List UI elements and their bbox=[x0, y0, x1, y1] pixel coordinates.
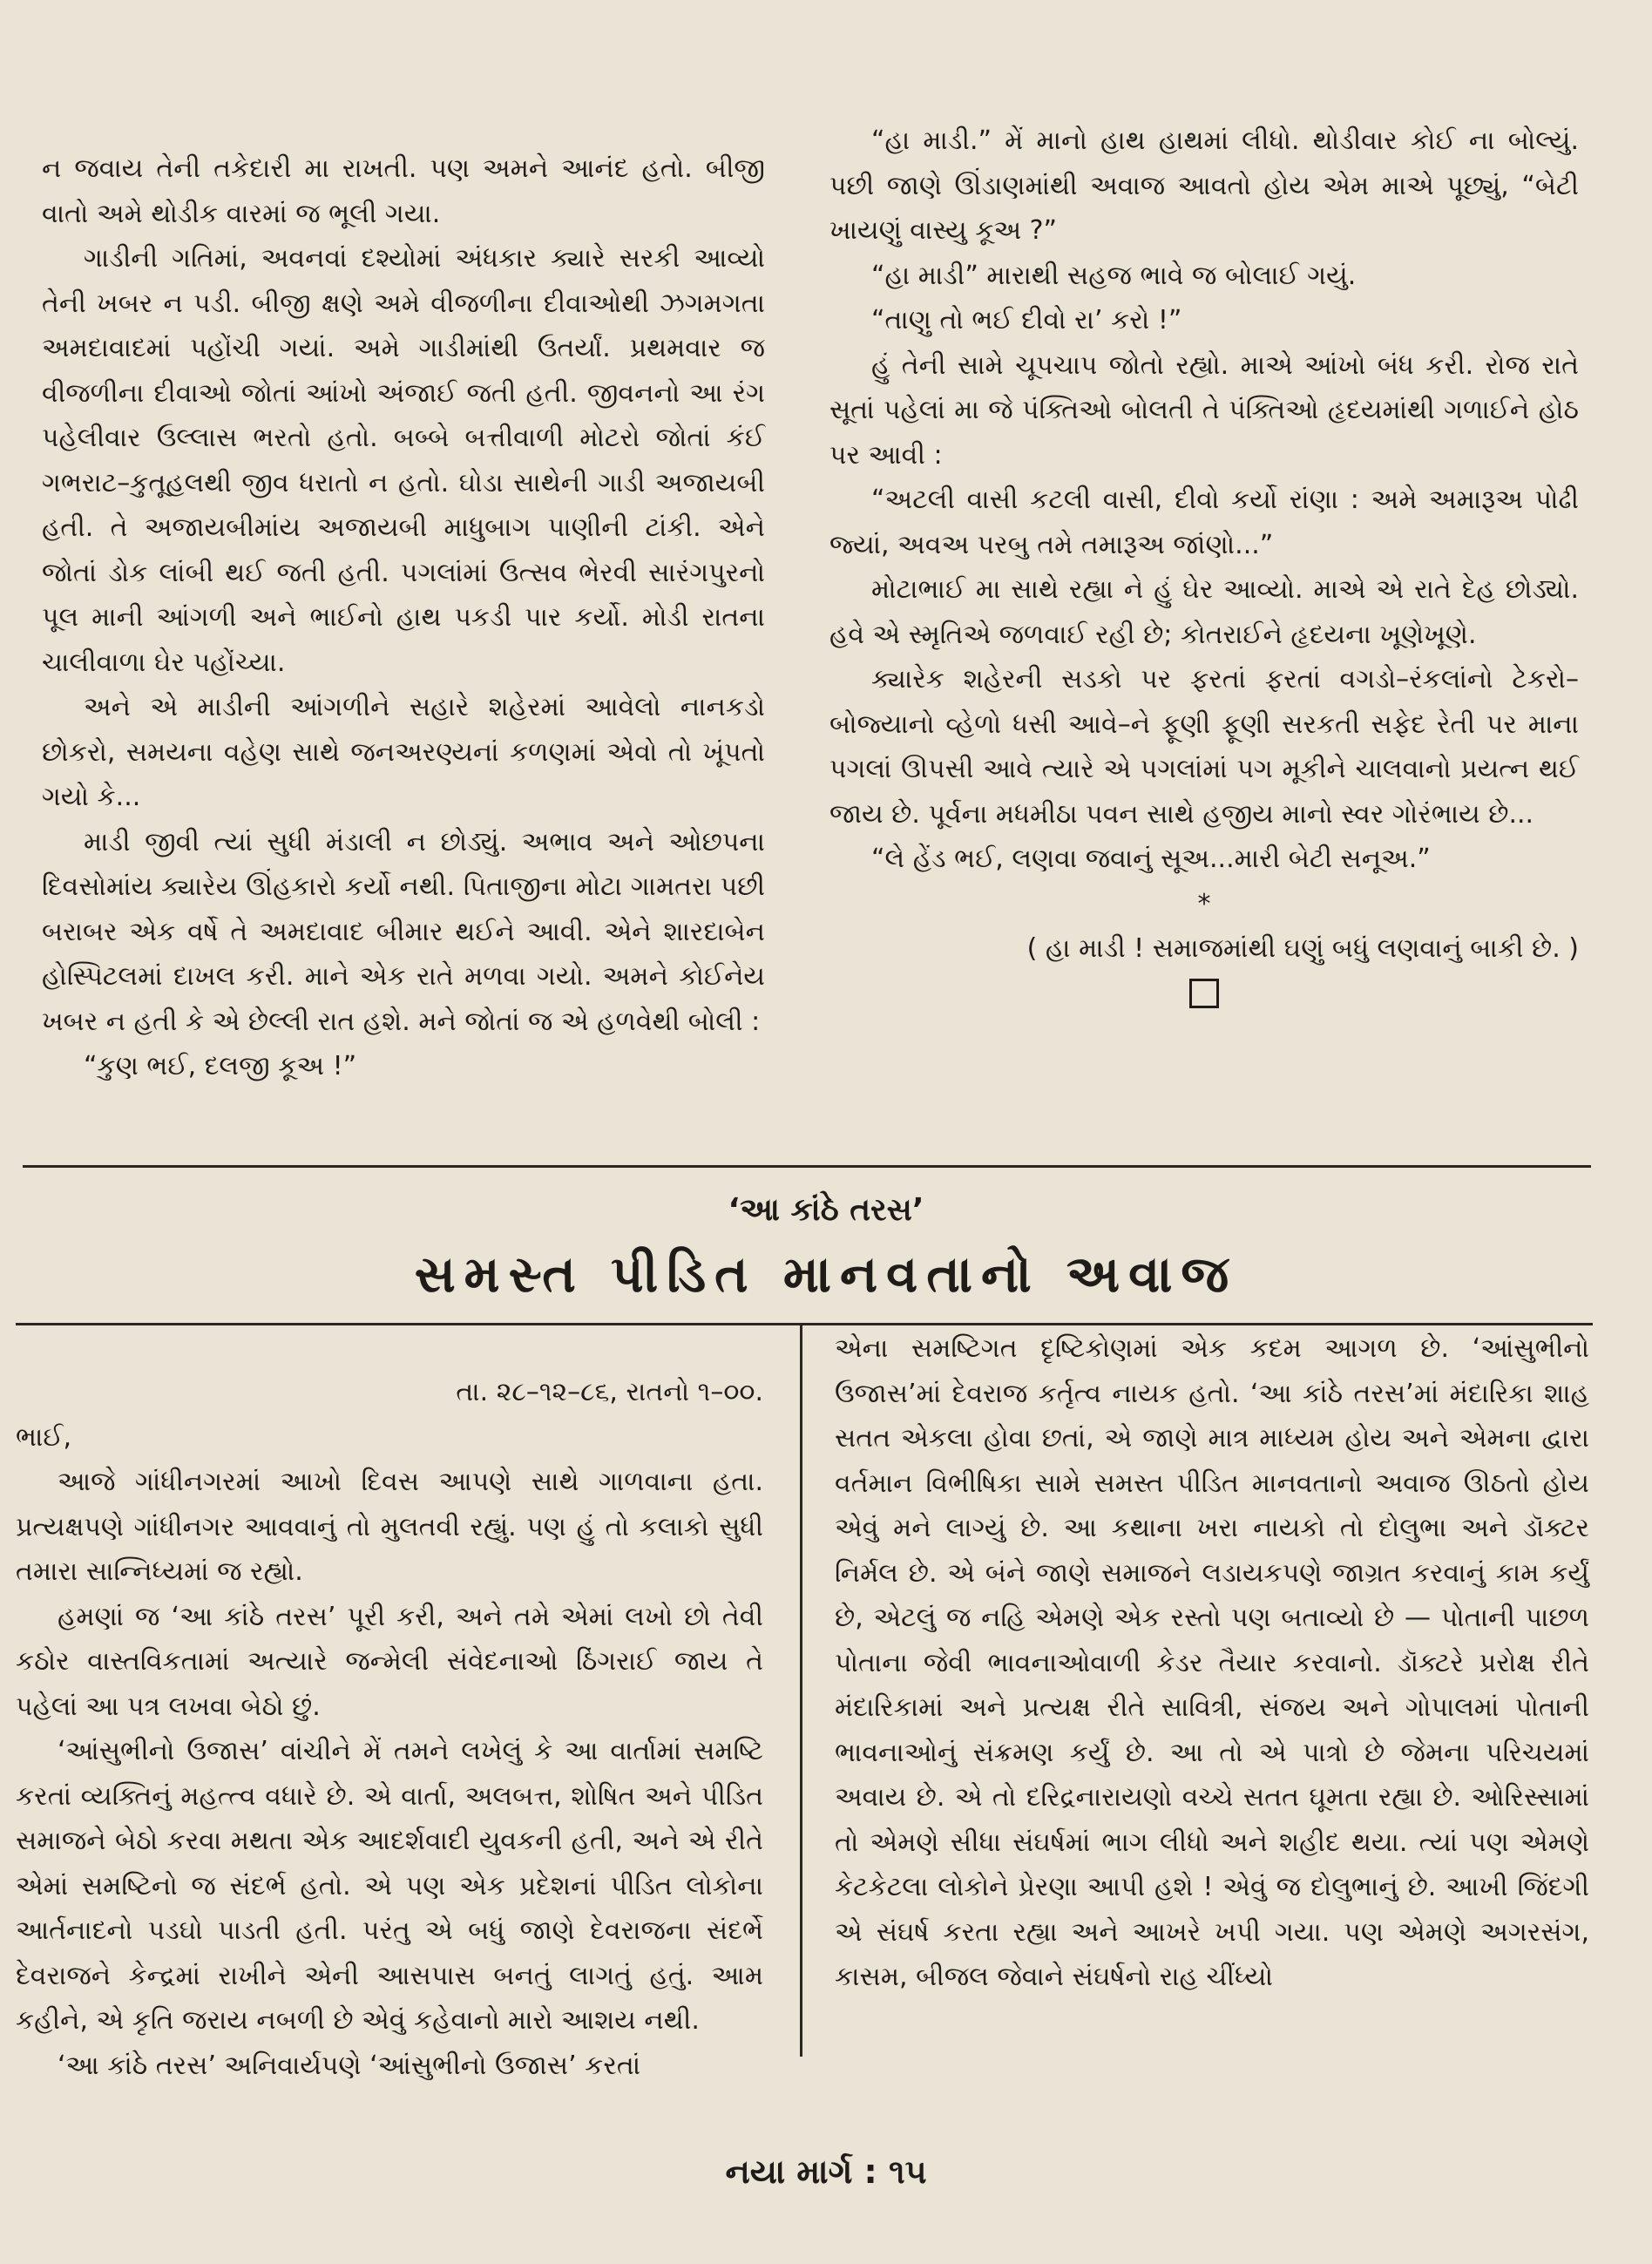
section-asterisk: * bbox=[1197, 888, 1211, 919]
paragraph: ‘આંસુભીનો ઉજાસ’ વાંચીને મેં તમને લખેલું કે આ વાર્તામાં સમષ્ટિ કરતાં વ્યક્તિનું મહત્ત્વ વધારે છે. એ વાર્તા, અલબત્ત, શોષિત અને પીડિત સમાજને બેઠો કરવા મથતા એક આદર્શવાદી યુવકની હતી, અને એ રીતે એમાં સમષ્ટિનો જ સંદર્ભ હતો. એ પણ એક પ્રદેશનાં પીડિત લોકોના આર્તનાદનો પડઘો પાડતી હતી. પરંતુ એ બધું જાણે દેવરાજના સંદર્ભે દેવરાજને કેન્દ્રમાં રાખીને એની આસપાસ બનતું લાગતું હતું. આમ કહીને, એ કૃતિ જરાય નબળી છે એવું કહેવાનો મારો આશય નથી. bbox=[16, 1736, 763, 2036]
paragraph: ગાડીની ગતિમાં, અવનવાં દશ્યોમાં અંધકાર ક્યારે સરકી આવ્યો તેની ખબર ન પડી. બીજી ક્ષણે અમે વીજળીના દીવાઓથી ઝગમગતા અમદાવાદમાં પહોંચી ગયાં. અમે ગાડીમાંથી ઉતર્યાં. પ્રથમવાર જ વીજળીના દીવાઓ જોતાં આંખો અંજાઈ જતી હતી. જીવનનો આ રંગ પહેલીવાર ઉલ્લાસ ભરતો હતો. બબ્બે બત્તીવાળી મોટરો જોતાં કંઈ ગભરાટ–કુતૂહલથી જીવ ધરાતો ન હતો. ઘોડા સાથેની ગાડી અજાયબી હતી. તે અજાયબીમાંય અજાયબી માધુબાગ પાણીની ટાંકી. એને જોતાં ડોક લાંબી થઈ જતી હતી. પગલાંમાં ઉત્સવ ભેરવી સારંગપુરનો પૂલ માની આંગળી અને ભાઈનો હાથ પકડી પાર કર્યો. મોડી રાતના ચાલીવાળા ઘેર પહોંચ્યા. bbox=[42, 243, 765, 678]
quote-line: “હા માડી” મારાથી સહજ ભાવે જ બોલાઈ ગયું. bbox=[871, 260, 1357, 291]
article-kicker: ‘આ કાંઠે તરસ’ bbox=[728, 1192, 924, 1228]
quote-line: “કુણ ભઈ, દલજી કૂઅ !” bbox=[84, 1051, 357, 1081]
paragraph: “હા માડી.” મેં માનો હાથ હાથમાં લીધો. થોડીવાર કોઈ ના બોલ્યું. પછી જાણે ઊંડાણમાંથી અવાજ આવતો હોય એમ માએ પૂછ્યું, “બેટી ખાયણું વાસ્યુ કૂઅ ?” bbox=[829, 125, 1579, 246]
paragraph: હમણાં જ ‘આ કાંઠે તરસ’ પૂરી કરી, અને તમે એમાં લખો છો તેવી કઠોર વાસ્તવિકતામાં અત્યારે જન્મેલી સંવેદનાઓ ઠિંગરાઈ જાય તે પહેલાં આ પત્ર લખવા બેઠો છું. bbox=[16, 1601, 763, 1722]
paragraph: આજે ગાંધીનગરમાં આખો દિવસ આપણે સાથે ગાળવાના હતા. પ્રત્યક્ષપણે ગાંધીનગર આવવાનું તો મુલતવી રહ્યું. પણ હું તો કલાકો સુધી તમારા સાન્નિધ્યમાં જ રહ્યો. bbox=[16, 1467, 763, 1587]
paragraph: માડી જીવી ત્યાં સુધી મંડાલી ન છોડ્યું. અભાવ અને ઓછપના દિવસોમાંય ક્યારેય ઊંહકારો કર્યો નથી. પિતાજીના મોટા ગામતરા પછી બરાબર એક વર્ષે તે અમદાવાદ બીમાર થઈને આવી. એને શારદાબેન હોસ્પિટલમાં દાખલ કરી. માને એક રાતે મળવા ગયો. અમને કોઈનેય ખબર ન હતી કે એ છેલ્લી રાત હશે. મને જોતાં જ એ હળવેથી બોલી : bbox=[42, 826, 765, 1037]
letter-salutation: ભાઈ, bbox=[16, 1421, 72, 1453]
paragraph: ક્યારેક શહેરની સડકો પર ફરતાં ફરતાં વગડો–રંકલાંનો ટેકરો–બોજ્યાનો વ્હેળો ધસી આવે–ને ફૂણી ફૂણી સરકતી સફેદ રેતી પર માના પગલાં ઊપસી આવે ત્યારે એ પગલાંમાં પગ મૂકીને ચાલવાનો પ્રયત્ન થઈ જાય છે. પૂર્વના મધમીઠા પવન સાથે હજીય માનો સ્વર ગોરંભાય છે... bbox=[829, 664, 1579, 830]
paragraph: હું તેની સામે ચૂપચાપ જોતો રહ્યો. માએ આંખો બંધ કરી. રોજ રાતે સૂતાં પહેલાં મા જે પંક્તિઓ બોલતી તે પંક્તિઓ હૃદયમાંથી ગળાઈને હોઠ પર આવી : bbox=[829, 349, 1579, 471]
letter-date: તા. ૨૮–૧૨–૮૬, રાતનો ૧–૦૦. bbox=[456, 1377, 763, 1407]
bottom-left-column bbox=[16, 1370, 763, 2088]
paragraph: મોટાભાઈ મા સાથે રહ્યા ને હું ઘેર આવ્યો. માએ એ રાતે દેહ છોડ્યો. હવે એ સ્મૃતિએ જળવાઈ રહી છે; કોતરાઈને હૃદયના ખૂણેખૂણે. bbox=[829, 574, 1579, 650]
page-footer: નયા માર્ગ : ૧૫ bbox=[725, 2152, 927, 2191]
paragraph: ન જવાય તેની તકેદારી મા રાખતી. પણ અમને આનંદ હતો. બીજી વાતો અમે થોડીક વારમાં જ ભૂલી ગયા. bbox=[42, 153, 765, 229]
verse-quote: “અટલી વાસી કટલી વાસી, દીવો કર્યો રાંણા : અમે અમારૂઅ પોઢી જ્યાં, અવઅ પરબુ તમે તમારૂઅ જાંણો...” bbox=[829, 485, 1579, 560]
paragraph: અને એ માડીની આંગળીને સહારે શહેરમાં આવેલો નાનકડો છોકરો, સમયના વહેણ સાથે જનઅરણ્યનાં કળણમાં એવો તો ખૂંપતો ગયો કે... bbox=[42, 692, 765, 812]
article-title: સમસ્ત પીડિત માનવતાનો અવાજ bbox=[414, 1244, 1238, 1304]
horizontal-rule-top bbox=[23, 1165, 1591, 1168]
closing-note: ( હા માડી ! સમાજમાંથી ઘણું બધું લણવાનું બાકી છે. ) bbox=[1026, 933, 1579, 964]
column-divider bbox=[800, 1325, 802, 2057]
top-right-column bbox=[829, 119, 1579, 1008]
paragraph: એના સમષ્ટિગત દૃષ્ટિકોણમાં એક કદમ આગળ છે. ‘આંસુભીનો ઉજાસ’માં દેવરાજ કર્તૃત્વ નાયક હતો. ‘આ કાંઠે તરસ’માં મંદારિકા શાહ સતત એકલા હોવા છતાં, એ જાણે માત્ર માધ્યમ હોય અને એમના દ્વારા વર્તમાન વિભીષિકા સામે સમસ્ત પીડિત માનવતાનો અવાજ ઊઠતો હોય એવું મને લાગ્યું છે. આ કથાના ખરા નાયકો તો દોલુભા અને ડૉક્ટર નિર્મલ છે. એ બંને જાણે સમાજને લડાયકપણે જાગ્રત કરવાનું કામ કર્યું છે, એટલું જ નહિ એમણે એક રસ્તો પણ બતાવ્યો છે — પોતાની પાછળ પોતાના જેવી ભાવનાઓવાળી કેડર તૈયાર કરવાનો. ડૉક્ટરે પ્રરોક્ષ રીતે મંદારિકામાં અને પ્રત્યક્ષ રીતે સાવિત્રી, સંજય અને ગોપાલમાં પોતાની ભાવનાઓનું સંક્રમણ કર્યું છે. આ તો એ પાત્રો છે જેમના પરિચયમાં અવાય છે. એ તો દરિદ્રનારાયણો વચ્ચે સતત ઘૂમતા રહ્યા છે. ઓરિસ્સામાં તો એમણે સીધા સંઘર્ષમાં ભાગ લીધો અને શહીદ થયા. ત્યાં પણ એમણે કેટકેટલા લોકોને પ્રેરણા આપી હશે ! એવું જ દોલુભાનું છે. આખી જિંદગી એ સંઘર્ષ કરતા રહ્યા અને આખરે ખપી ગયા. પણ એમણે અગરસંગ, કાસમ, બીજલ જેવાને સંઘર્ષનો રાહ ચીંધ્યો bbox=[835, 1333, 1589, 1992]
top-left-column bbox=[42, 146, 765, 1089]
horizontal-rule-mid bbox=[16, 1323, 1593, 1325]
end-mark-square-icon bbox=[1189, 979, 1219, 1008]
quote-line: “તાણુ તો ભઈ દીવો રા’ કરો !” bbox=[871, 305, 1182, 336]
quote-line: “લે હેંડ ભઈ, લણવા જવાનું સૂઅ...મારી બેટી સનૂઅ.” bbox=[871, 844, 1431, 874]
paragraph: ‘આ કાંઠે તરસ’ અનિવાર્યપણે ‘આંસુભીનો ઉજાસ’ કરતાં bbox=[58, 2050, 641, 2081]
bottom-right-column bbox=[835, 1326, 1589, 2000]
